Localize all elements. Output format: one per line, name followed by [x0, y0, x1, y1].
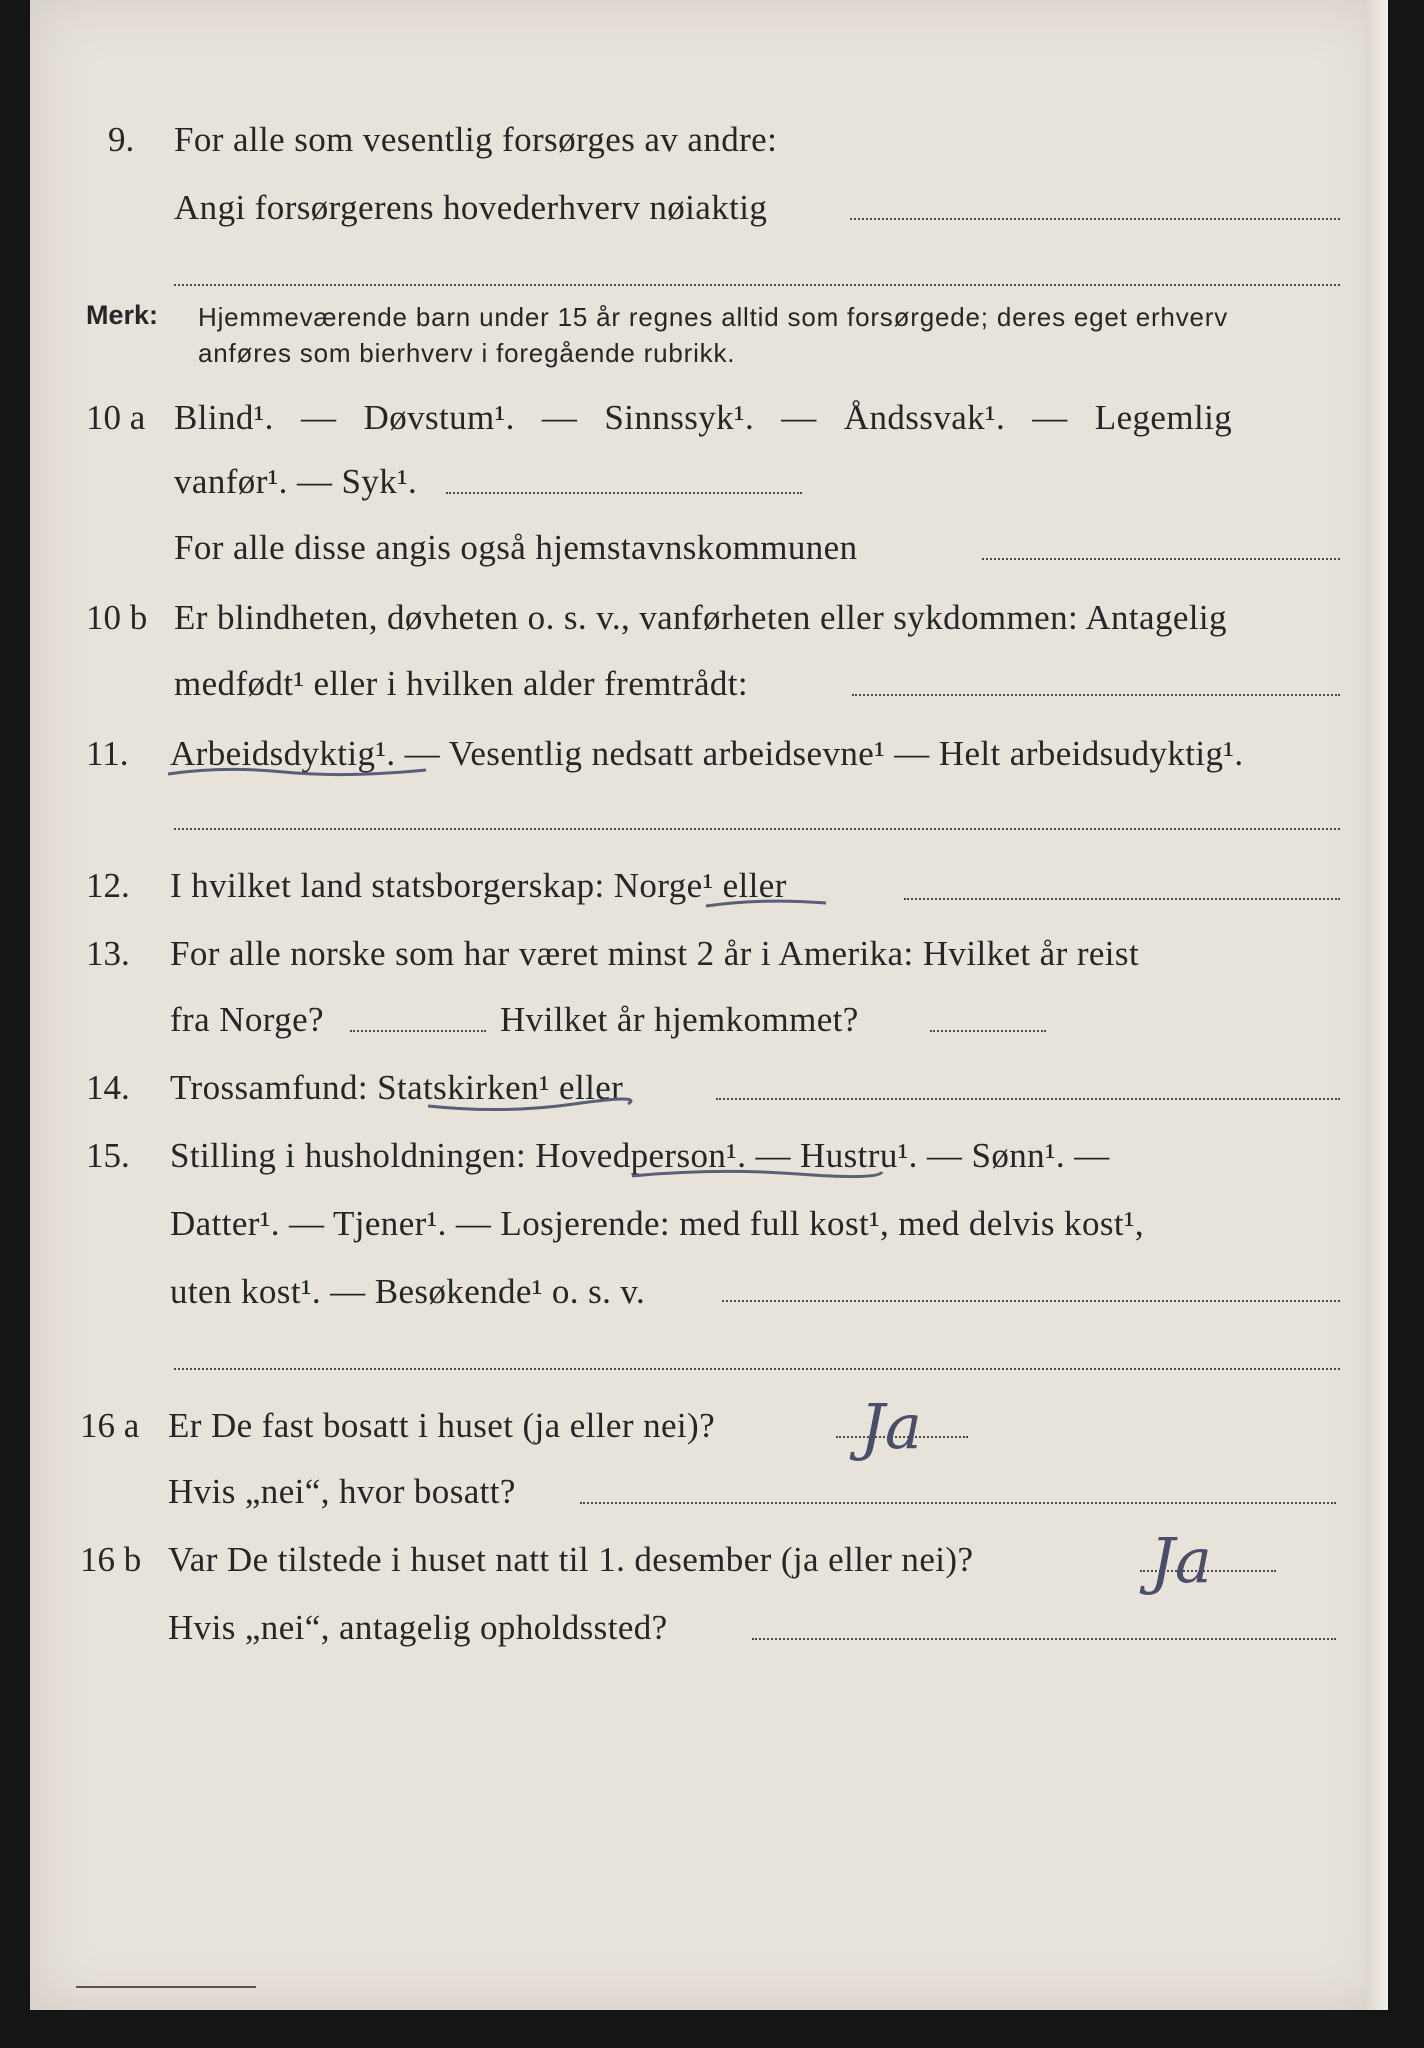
q12-number: 12.: [86, 866, 130, 905]
q10a-answer-line: [446, 492, 802, 494]
q11-line1: Arbeidsdyktig¹. — Vesentlig nedsatt arbeidsevne¹ — Helt arbeidsudyktig¹.: [170, 734, 1244, 773]
q13-line2a: fra Norge?: [170, 1000, 324, 1039]
q15-selection-underline: [628, 1164, 888, 1186]
q16a-handwritten-answer: Ja: [860, 1390, 922, 1463]
merk-line2: anføres som bierhverv i foregående rubrikk.: [198, 338, 736, 368]
q13-line2b: Hvilket år hjemkommet?: [500, 1000, 859, 1039]
q10a-hjemstavn-line: [982, 558, 1340, 560]
q10a-line1: Blind¹. — Døvstum¹. — Sinnssyk¹. — Åndssvak¹. — Legemlig: [174, 398, 1233, 437]
page-edge: [1366, 0, 1388, 2010]
q15-answer-line: [722, 1300, 1340, 1302]
q15-line1: Stilling i husholdningen: Hovedperson¹. — Hustru¹. — Sønn¹. —: [170, 1136, 1110, 1175]
q13-line1: For alle norske som har været minst 2 år i Amerika: Hvilket år reist: [170, 934, 1140, 973]
q13-reist-line: [350, 1030, 486, 1032]
q14-number: 14.: [86, 1068, 130, 1107]
q15-answer-line2: [174, 1368, 1340, 1370]
q14-selection-underline: [424, 1096, 634, 1118]
q16b-handwritten-answer: Ja: [1150, 1524, 1212, 1597]
q16b-number: 16 b: [80, 1540, 142, 1579]
q13-number: 13.: [86, 934, 130, 973]
q9-line2: Angi forsørgerens hovederhverv nøiaktig: [174, 188, 768, 227]
q10a-number: 10 a: [86, 398, 146, 437]
q13-hjemkommet-line: [930, 1030, 1046, 1032]
q16b-opholdssted-line: [752, 1638, 1336, 1640]
q9-line1: For alle som vesentlig forsørges av andre:: [174, 120, 778, 159]
q16b-line2: Hvis „nei“, antagelig opholdssted?: [168, 1608, 668, 1647]
q10a-line3: For alle disse angis også hjemstavnskommunen: [174, 528, 858, 567]
q10b-line1: Er blindheten, døvheten o. s. v., vanførheten eller sykdommen: Antagelig: [174, 598, 1227, 637]
merk-label: Merk:: [86, 300, 159, 330]
q15-line3: uten kost¹. — Besøkende¹ o. s. v.: [170, 1272, 646, 1311]
q9-answer-line2: [174, 284, 1340, 286]
q15-line2: Datter¹. — Tjener¹. — Losjerende: med full kost¹, med delvis kost¹,: [170, 1204, 1145, 1243]
q10b-number: 10 b: [86, 598, 148, 637]
q15-number: 15.: [86, 1136, 130, 1175]
q12-selection-underline: [702, 894, 832, 914]
q11-answer-line: [174, 828, 1340, 830]
footnote-rule: [76, 1986, 256, 1988]
q14-answer-line: [716, 1098, 1340, 1100]
q11-number: 11.: [86, 734, 129, 773]
q10b-line2: medfødt¹ eller i hvilken alder fremtrådt:: [174, 664, 749, 703]
q16a-bosatt-line: [580, 1502, 1336, 1504]
q11-selection-underline: [164, 762, 434, 784]
q16a-line1: Er De fast bosatt i huset (ja eller nei)?: [168, 1406, 716, 1445]
q16a-number: 16 a: [80, 1406, 140, 1445]
q9-answer-line: [850, 218, 1340, 220]
q10b-answer-line: [852, 694, 1340, 696]
q12-answer-line: [904, 898, 1340, 900]
q16a-line2: Hvis „nei“, hvor bosatt?: [168, 1472, 516, 1511]
q16b-line1: Var De tilstede i huset natt til 1. desember (ja eller nei)?: [168, 1540, 974, 1579]
merk-line1: Hjemmeværende barn under 15 år regnes alltid som forsørgede; deres eget erhverv: [198, 302, 1229, 332]
q12-line1: I hvilket land statsborgerskap: Norge¹ eller: [170, 866, 787, 905]
q10a-line2: vanfør¹. — Syk¹.: [174, 462, 418, 501]
q9-number: 9.: [108, 120, 135, 159]
q14-line1: Trossamfund: Statskirken¹ eller: [170, 1068, 624, 1107]
